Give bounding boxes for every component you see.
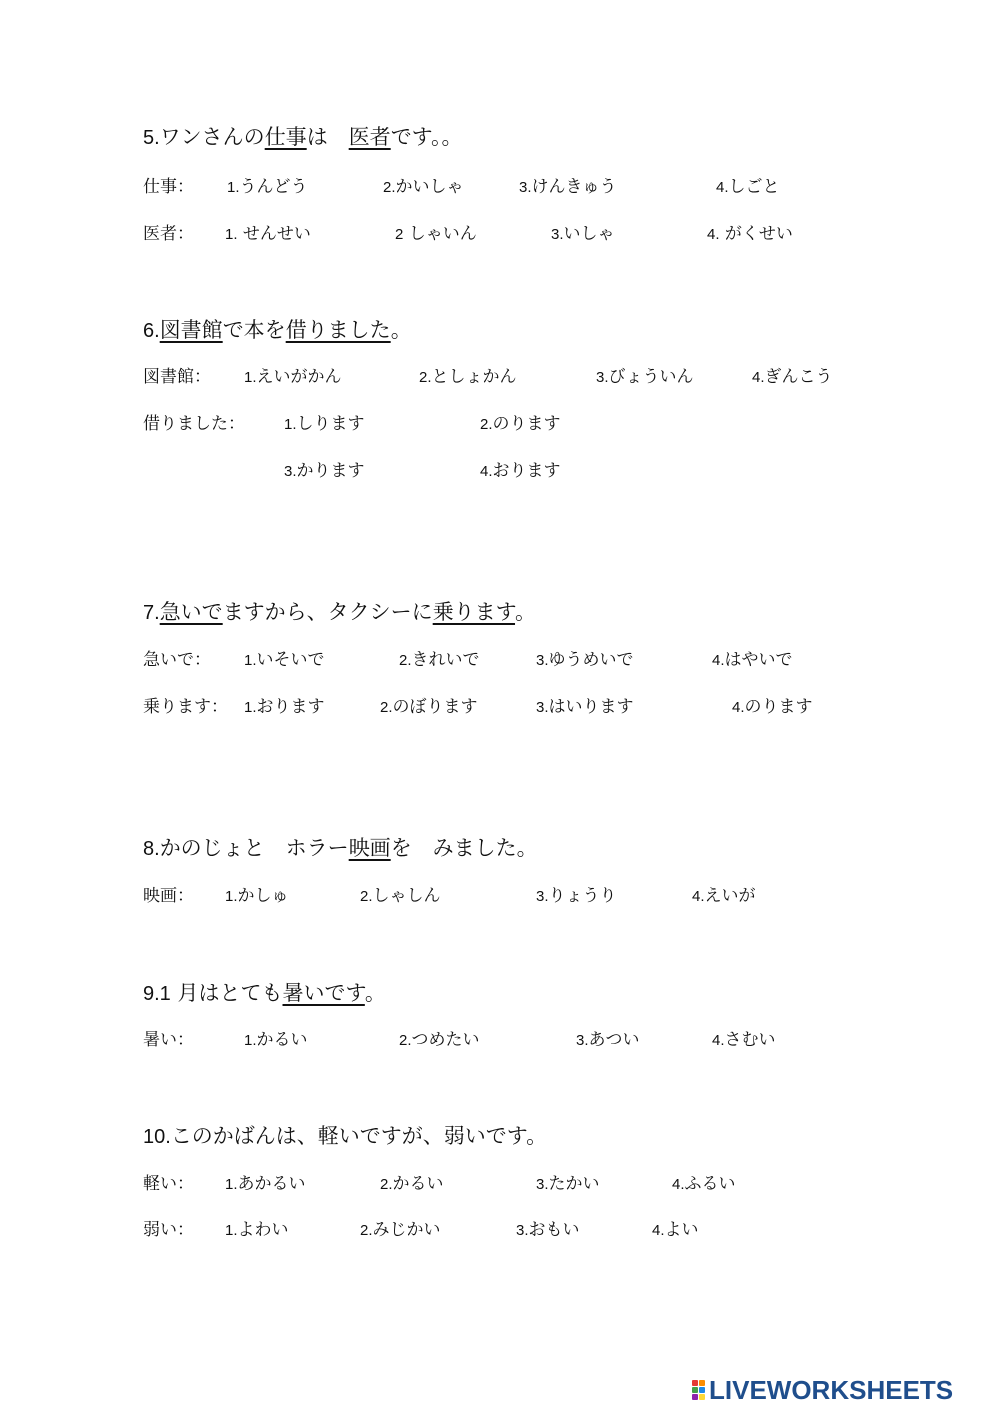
answer-option[interactable]: 1. せんせい (225, 224, 311, 244)
answer-option[interactable]: 4.ぎんこう (752, 367, 833, 387)
row-label: 弱い： (143, 1220, 194, 1240)
row-label: 映画： (143, 886, 194, 906)
liveworksheets-logo[interactable] (692, 1374, 954, 1405)
answer-option[interactable]: 1.かるい (244, 1030, 308, 1050)
underlined-word: 仕事 (264, 125, 307, 149)
row-label: 図書館： (143, 367, 211, 387)
answer-option[interactable]: 3.おもい (516, 1220, 580, 1240)
underlined-word: 暑いです (282, 981, 365, 1005)
answer-option[interactable]: 1.えいがかん (244, 367, 342, 387)
answer-option[interactable]: 1.しります (284, 414, 365, 434)
row-label: 軽い： (143, 1174, 194, 1194)
answer-option[interactable]: 2 しゃいん (395, 224, 477, 244)
underlined-word: 借りました (285, 318, 391, 342)
question-text: ますから、タクシーに (222, 600, 433, 624)
question-text: 月はとても (170, 981, 283, 1005)
answer-option[interactable]: 3.かります (284, 461, 365, 481)
answer-option[interactable]: 2.きれいで (399, 650, 480, 670)
question-text: 。 (515, 600, 537, 624)
underlined-word: 乗ります (432, 600, 516, 624)
answer-option[interactable]: 3.たかい (536, 1174, 600, 1194)
answer-option[interactable]: 3.あつい (576, 1030, 640, 1050)
question-number: 9.1 (143, 983, 171, 1005)
question-text: かのじょと ホラー (159, 836, 349, 860)
answer-option[interactable]: 2.のぼります (380, 697, 478, 717)
answer-option[interactable]: 4.さむい (712, 1030, 776, 1050)
answer-option[interactable]: 2.かるい (380, 1174, 444, 1194)
answer-option[interactable]: 1.いそいで (244, 650, 325, 670)
answer-option[interactable]: 4.えいが (692, 886, 756, 906)
answer-option[interactable]: 2.かいしゃ (383, 177, 464, 197)
row-label: 乗ります： (143, 697, 228, 717)
row-label: 仕事： (143, 177, 194, 197)
answer-option[interactable]: 3.いしゃ (551, 224, 615, 244)
question-9 (143, 983, 386, 1004)
question-number: 10. (143, 1126, 171, 1148)
question-text: は (306, 125, 349, 149)
question-text: 。 (364, 981, 386, 1005)
question-text: を みました。 (390, 836, 538, 860)
question-number: 7. (143, 602, 160, 624)
answer-option[interactable]: 1.かしゅ (225, 886, 289, 906)
answer-option[interactable]: 2.みじかい (360, 1220, 441, 1240)
answer-option[interactable]: 1.おります (244, 697, 325, 717)
question-text: です。。 (390, 125, 463, 149)
brand-name: LIVEWORKSHEETS (709, 1374, 954, 1405)
answer-option[interactable]: 4.のります (732, 697, 813, 717)
question-10 (143, 1126, 547, 1147)
answer-option[interactable]: 3.はいります (536, 697, 634, 717)
answer-option[interactable]: 4.よい (652, 1220, 699, 1240)
answer-option[interactable]: 1.よわい (225, 1220, 289, 1240)
question-6 (143, 320, 412, 341)
answer-option[interactable]: 4.ふるい (672, 1174, 736, 1194)
question-8 (143, 838, 538, 859)
answer-option[interactable]: 2.のります (480, 414, 561, 434)
answer-option[interactable]: 4. がくせい (707, 224, 793, 244)
underlined-word: 医者 (348, 125, 391, 149)
question-text: このかばんは、軽いですが、弱いです。 (170, 1124, 548, 1148)
row-label: 借りました： (143, 414, 245, 434)
question-5 (143, 127, 463, 148)
question-number: 5. (143, 127, 160, 149)
liveworksheets-logo-icon (692, 1380, 705, 1400)
answer-option[interactable]: 3.びょういん (596, 367, 694, 387)
row-label: 暑い： (143, 1030, 194, 1050)
underlined-word: 図書館 (159, 318, 223, 342)
answer-option[interactable]: 2.としょかん (419, 367, 517, 387)
question-text: で本を (222, 318, 286, 342)
answer-option[interactable]: 3.りょうり (536, 886, 617, 906)
answer-option[interactable]: 2.しゃしん (360, 886, 441, 906)
underlined-word: 急いで (159, 600, 223, 624)
question-7 (143, 602, 536, 623)
answer-option[interactable]: 2.つめたい (399, 1030, 480, 1050)
question-text: ワンさんの (159, 125, 265, 149)
question-number: 8. (143, 838, 160, 860)
underlined-word: 映画 (348, 836, 391, 860)
answer-option[interactable]: 4.しごと (716, 177, 780, 197)
answer-option[interactable]: 4.おります (480, 461, 561, 481)
question-text: 。 (390, 318, 412, 342)
answer-option[interactable]: 1.うんどう (227, 177, 308, 197)
answer-option[interactable]: 3.けんきゅう (519, 177, 617, 197)
answer-option[interactable]: 1.あかるい (225, 1174, 306, 1194)
row-label: 医者： (143, 224, 194, 244)
question-number: 6. (143, 320, 160, 342)
row-label: 急いで： (143, 650, 211, 670)
answer-option[interactable]: 4.はやいで (712, 650, 793, 670)
answer-option[interactable]: 3.ゆうめいで (536, 650, 634, 670)
